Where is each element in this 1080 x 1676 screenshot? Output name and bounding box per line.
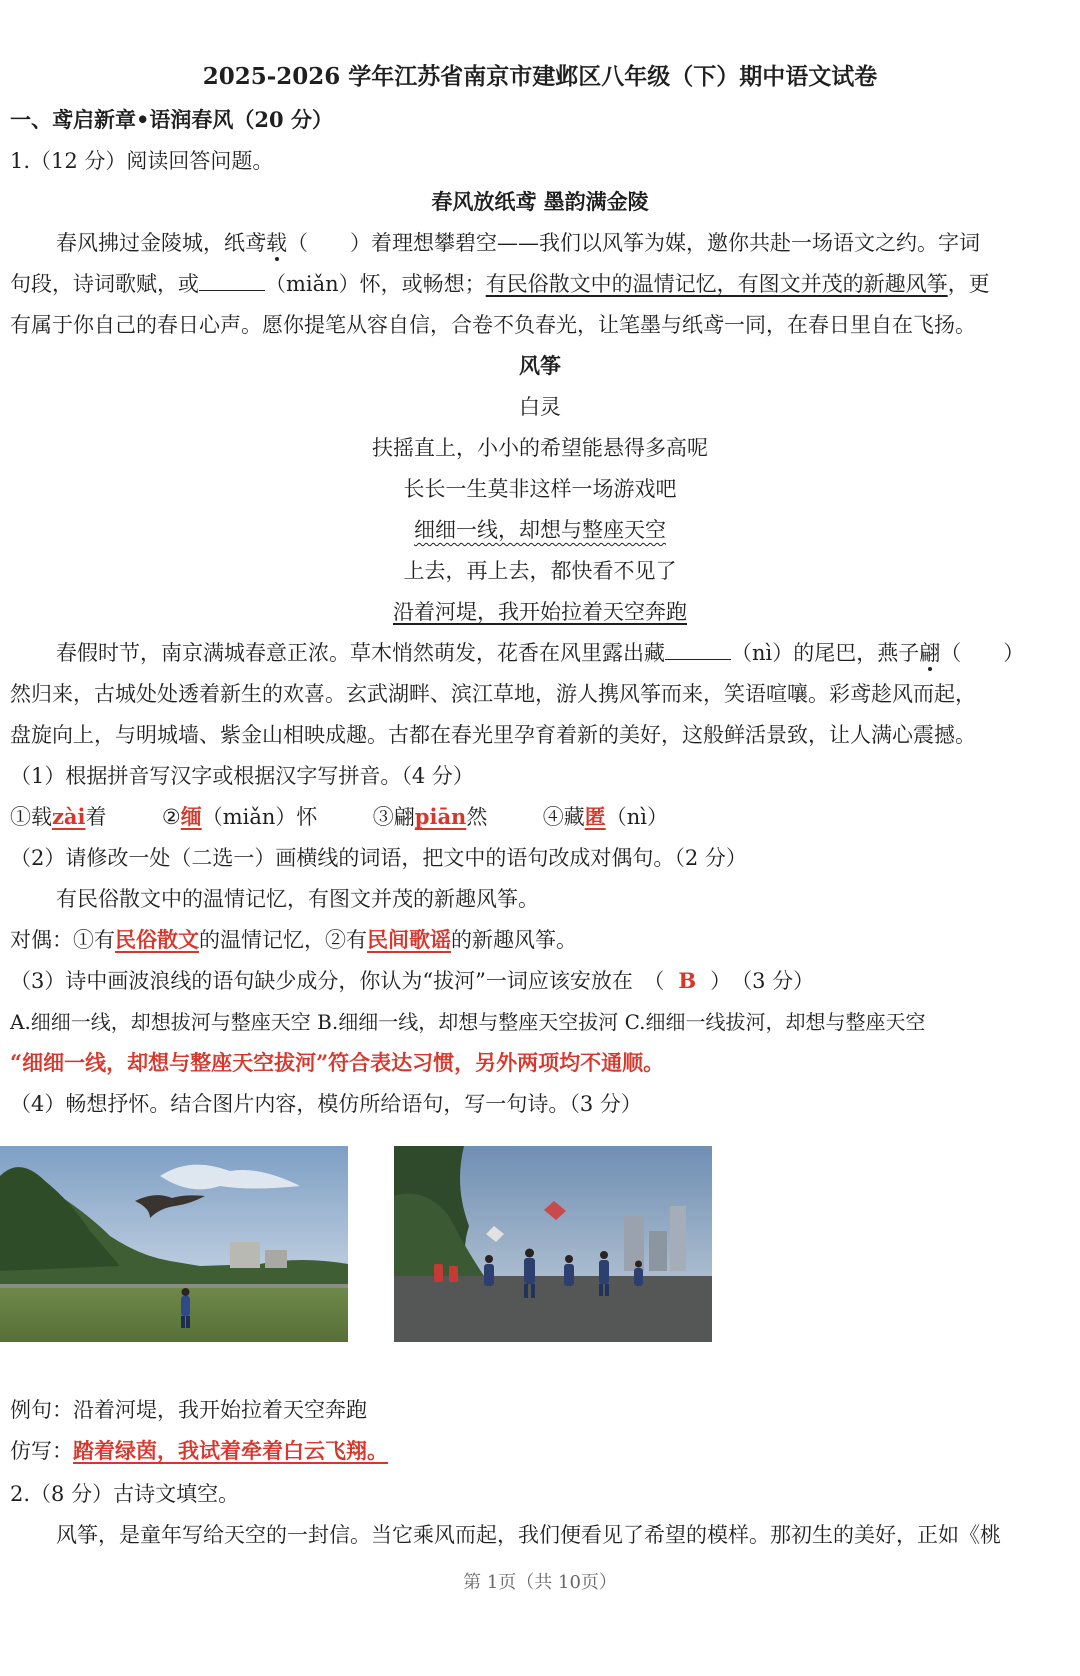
dotted-char: 翩 bbox=[919, 641, 941, 665]
poem-line: 上去，再上去，都快看不见了 bbox=[403, 559, 677, 583]
underlined-sentence: 有民俗散文中的温情记忆，有图文并茂的新趣风筝 bbox=[485, 272, 948, 296]
passage-line-6: 盘旋向上，与明城墙、紫金山相映成趣。古都在春光里孕育着新的美好，这般鲜活景致，让人满心震撼。 bbox=[10, 723, 976, 747]
answer-choice: B bbox=[678, 968, 697, 993]
sub-question-3: （3）诗中画波浪线的语句缺少成分，你认为“拔河”一词应该安放在 （ B ） （3 分） bbox=[10, 968, 815, 993]
passage-line-1: 春风拂过金陵城，纸鸢载（ ）着理想攀碧空——我们以风筝为媒，邀你共赴一场语文之约。字词 bbox=[56, 231, 980, 255]
sub-question-3-explanation: “细细一线，却想与整座天空拔河”符合表达习惯，另外两项均不通顺。 bbox=[10, 1050, 665, 1075]
fill-blank bbox=[199, 272, 265, 291]
passage-line-5: 然归来，古城处处透着新生的欢喜。玄武湖畔、滨江草地，游人携风筝而来，笑语喧嚷。彩鸢趁风而起， bbox=[10, 682, 976, 706]
answer-pinyin: piān bbox=[414, 804, 467, 829]
poem-line: 长长一生莫非这样一场游戏吧 bbox=[403, 477, 677, 501]
poem-author: 白灵 bbox=[519, 395, 561, 419]
question-2-line: 风筝，是童年写给天空的一封信。当它乘风而起，我们便看见了希望的模样。那初生的美好，正如《桃 bbox=[56, 1523, 1001, 1547]
sub-question-2: （2）请修改一处（二选一）画横线的词语，把文中的语句改成对偶句。（2 分） bbox=[10, 846, 747, 870]
page-footer: 第 1页（共 10页） bbox=[463, 1572, 617, 1593]
answer-hanzi: 匿 bbox=[584, 804, 606, 829]
answer-pinyin: zài bbox=[52, 804, 86, 829]
exam-title: 2025-2026 学年江苏省南京市建邺区八年级（下）期中语文试卷 bbox=[202, 63, 878, 90]
question-1-stem: 1.（12 分）阅读回答问题。 bbox=[10, 149, 274, 173]
dotted-char: 载 bbox=[266, 231, 287, 255]
sub-question-2-answer: 对偶：①有民俗散文的温情记忆，②有民间歌谣的新趣风筝。 bbox=[10, 927, 577, 952]
imitation-answer: 仿写：踏着绿茵，我试着牵着白云飞翔。 bbox=[10, 1438, 388, 1463]
passage-line-4: 春假时节，南京满城春意正浓。草木悄然萌发，花香在风里露出藏 （nì）的尾巴，燕子翩（ ） bbox=[56, 641, 1025, 665]
poem-title: 风筝 bbox=[519, 353, 561, 378]
sub-question-1: （1）根据拼音写汉字或根据汉字写拼音。（4 分） bbox=[10, 764, 474, 788]
kite-photo-field bbox=[0, 1146, 348, 1342]
poem-line-underlined: 沿着河堤，我开始拉着天空奔跑 bbox=[393, 600, 687, 624]
passage-line-3: 有属于你自己的春日心声。愿你提笔从容自信，合卷不负春光，让笔墨与纸鸢一同，在春日里自在飞扬。 bbox=[10, 313, 976, 337]
passage-line-2: 句段，诗词歌赋，或 （miǎn）怀，或畅想；有民俗散文中的温情记忆，有图文并茂的新趣风筝，更 bbox=[10, 272, 990, 296]
sub-question-2-sentence: 有民俗散文中的温情记忆，有图文并茂的新趣风筝。 bbox=[56, 887, 539, 911]
sub-question-4: （4）畅想抒怀。结合图片内容，模仿所给语句，写一句诗。（3 分） bbox=[10, 1092, 642, 1116]
example-sentence: 例句：沿着河堤，我开始拉着天空奔跑 bbox=[10, 1398, 367, 1422]
poem-line: 扶摇直上，小小的希望能悬得多高呢 bbox=[372, 436, 708, 460]
answer-hanzi: 缅 bbox=[180, 804, 202, 829]
section-heading: 一、鸢启新章•语润春风（20 分） bbox=[10, 107, 333, 132]
kite-photo-students bbox=[394, 1146, 712, 1342]
sub-question-3-options: A.细细一线，却想拔河与整座天空 B.细细一线，却想与整座天空拔河 C.细细一线拔河，却想与整座天空 bbox=[10, 1010, 926, 1034]
poem-line-wavy: 细细一线，却想与整座天空 bbox=[414, 518, 666, 542]
fill-blank bbox=[665, 641, 731, 660]
question-2-stem: 2.（8 分）古诗文填空。 bbox=[10, 1482, 240, 1506]
passage-title: 春风放纸鸢 墨韵满金陵 bbox=[431, 189, 649, 214]
sub-question-1-answers: ①载zài着 ②缅（miǎn）怀 ③翩piān然 ④藏匿（nì） bbox=[10, 804, 668, 829]
